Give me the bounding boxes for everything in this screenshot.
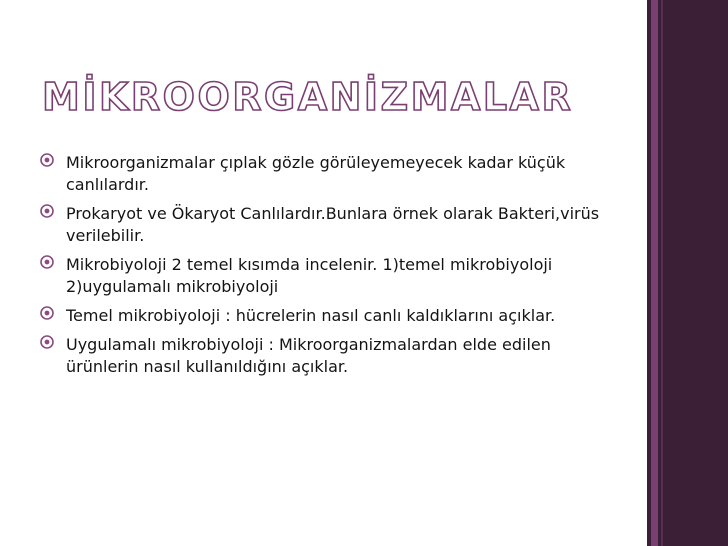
bullet-text: Mikroorganizmalar çıplak gözle görüleyemeyecek kadar küçük canlılardır.	[66, 153, 566, 194]
bullet-text: Mikrobiyoloji 2 temel kısımda incelenir. 1)temel mikrobiyoloji 2)uygulamalı mikrobiyoloji	[66, 255, 553, 296]
bullet-text: Prokaryot ve Ökaryot Canlılardır.Bunlara örnek olarak Bakteri,virüs verilebilir.	[66, 204, 600, 245]
slide-title-text: MİKROORGANİZMALAR	[42, 75, 574, 119]
bullet-text: Temel mikrobiyoloji : hücrelerin nasıl canlı kaldıklarını açıklar.	[66, 306, 556, 325]
side-decor-stripe	[651, 0, 658, 546]
side-decor-stripe-thin	[661, 0, 663, 546]
bullet-item	[40, 254, 600, 298]
target-circle-bullet-icon	[40, 335, 54, 349]
target-circle-bullet-icon	[40, 306, 54, 320]
slide-title	[40, 66, 620, 122]
target-circle-bullet-icon	[40, 204, 54, 218]
bullet-item	[40, 305, 600, 327]
side-decor-band	[647, 0, 728, 546]
bullet-item	[40, 334, 600, 378]
bullet-item	[40, 203, 600, 247]
bullet-text: Uygulamalı mikrobiyoloji : Mikroorganizmalardan elde edilen ürünlerin nasıl kullanıldığını açıklar.	[66, 335, 551, 376]
target-circle-bullet-icon	[40, 255, 54, 269]
bullet-item	[40, 152, 600, 196]
bullet-list	[40, 152, 600, 385]
target-circle-bullet-icon	[40, 153, 54, 167]
